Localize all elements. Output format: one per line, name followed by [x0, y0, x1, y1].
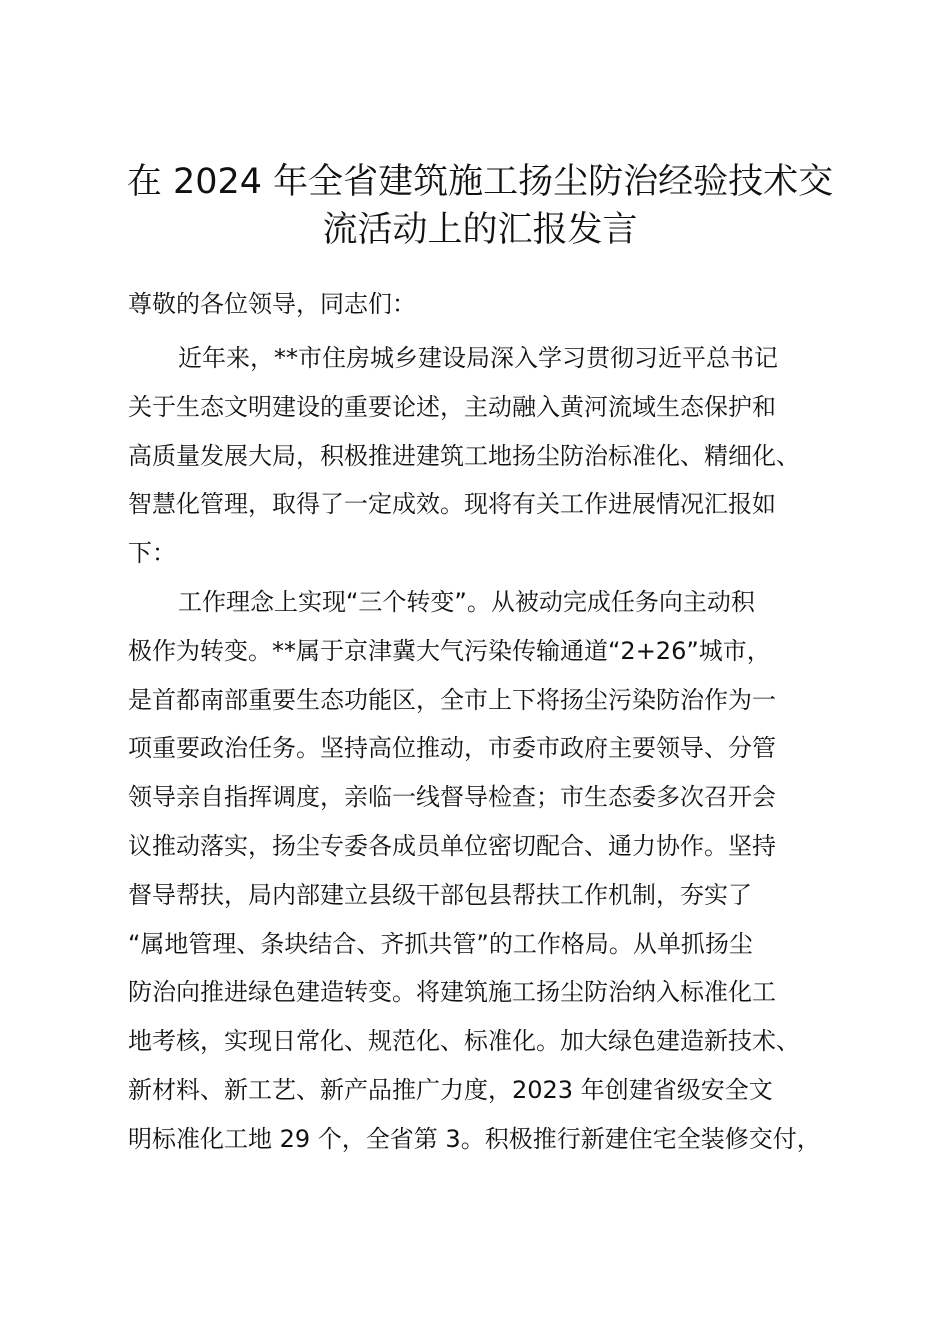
paragraph-2-line: 工作理念上实现“三个转变”。从被动完成任务向主动积	[178, 587, 755, 616]
title-line-1: 在 2024 年全省建筑施工扬尘防治经验技术交	[126, 162, 834, 202]
paragraph-2-line: “属地管理、条块结合、齐抓共管”的工作格局。从单抓扬尘	[128, 929, 753, 958]
paragraph-2-line: 极作为转变。**属于京津冀大气污染传输通道“2+26”城市，	[128, 636, 771, 665]
paragraph-2-line: 议推动落实，扬尘专委各成员单位密切配合、通力协作。坚持	[128, 831, 776, 860]
paragraph-1-line: 近年来，**市住房城乡建设局深入学习贯彻习近平总书记	[178, 344, 778, 372]
salutation: 尊敬的各位领导，同志们：	[128, 290, 416, 318]
paragraph-1-line: 关于生态文明建设的重要论述，主动融入黄河流域生态保护和	[128, 392, 776, 421]
paragraph-2-line: 新材料、新工艺、新产品推广力度，2023 年创建省级安全文	[128, 1075, 773, 1104]
title-line-2: 流活动上的汇报发言	[322, 210, 638, 250]
body-text	[128, 334, 858, 1164]
paragraph-1-line: 智慧化管理，取得了一定成效。现将有关工作进展情况汇报如	[128, 490, 776, 519]
paragraph-2-line: 领导亲自指挥调度，亲临一线督导检查；市生态委多次召开会	[128, 783, 776, 812]
paragraph-1-line: 下：	[128, 539, 176, 568]
paragraph-1-line: 高质量发展大局，积极推进建筑工地扬尘防治标准化、精细化、	[128, 441, 800, 470]
document-title	[110, 158, 850, 254]
paragraph-2-line: 是首都南部重要生态功能区，全市上下将扬尘污染防治作为一	[128, 685, 776, 714]
paragraph-2-line: 督导帮扶，局内部建立县级干部包县帮扶工作机制，夯实了	[128, 880, 752, 909]
paragraph-2-line: 项重要政治任务。坚持高位推动，市委市政府主要领导、分管	[128, 734, 776, 763]
paragraph-2-line: 明标准化工地 29 个，全省第 3。积极推行新建住宅全装修交付，	[128, 1124, 821, 1153]
paragraph-2-line: 防治向推进绿色建造转变。将建筑施工扬尘防治纳入标准化工	[128, 978, 776, 1007]
paragraph-2-line: 地考核，实现日常化、规范化、标准化。加大绿色建造新技术、	[128, 1027, 800, 1056]
